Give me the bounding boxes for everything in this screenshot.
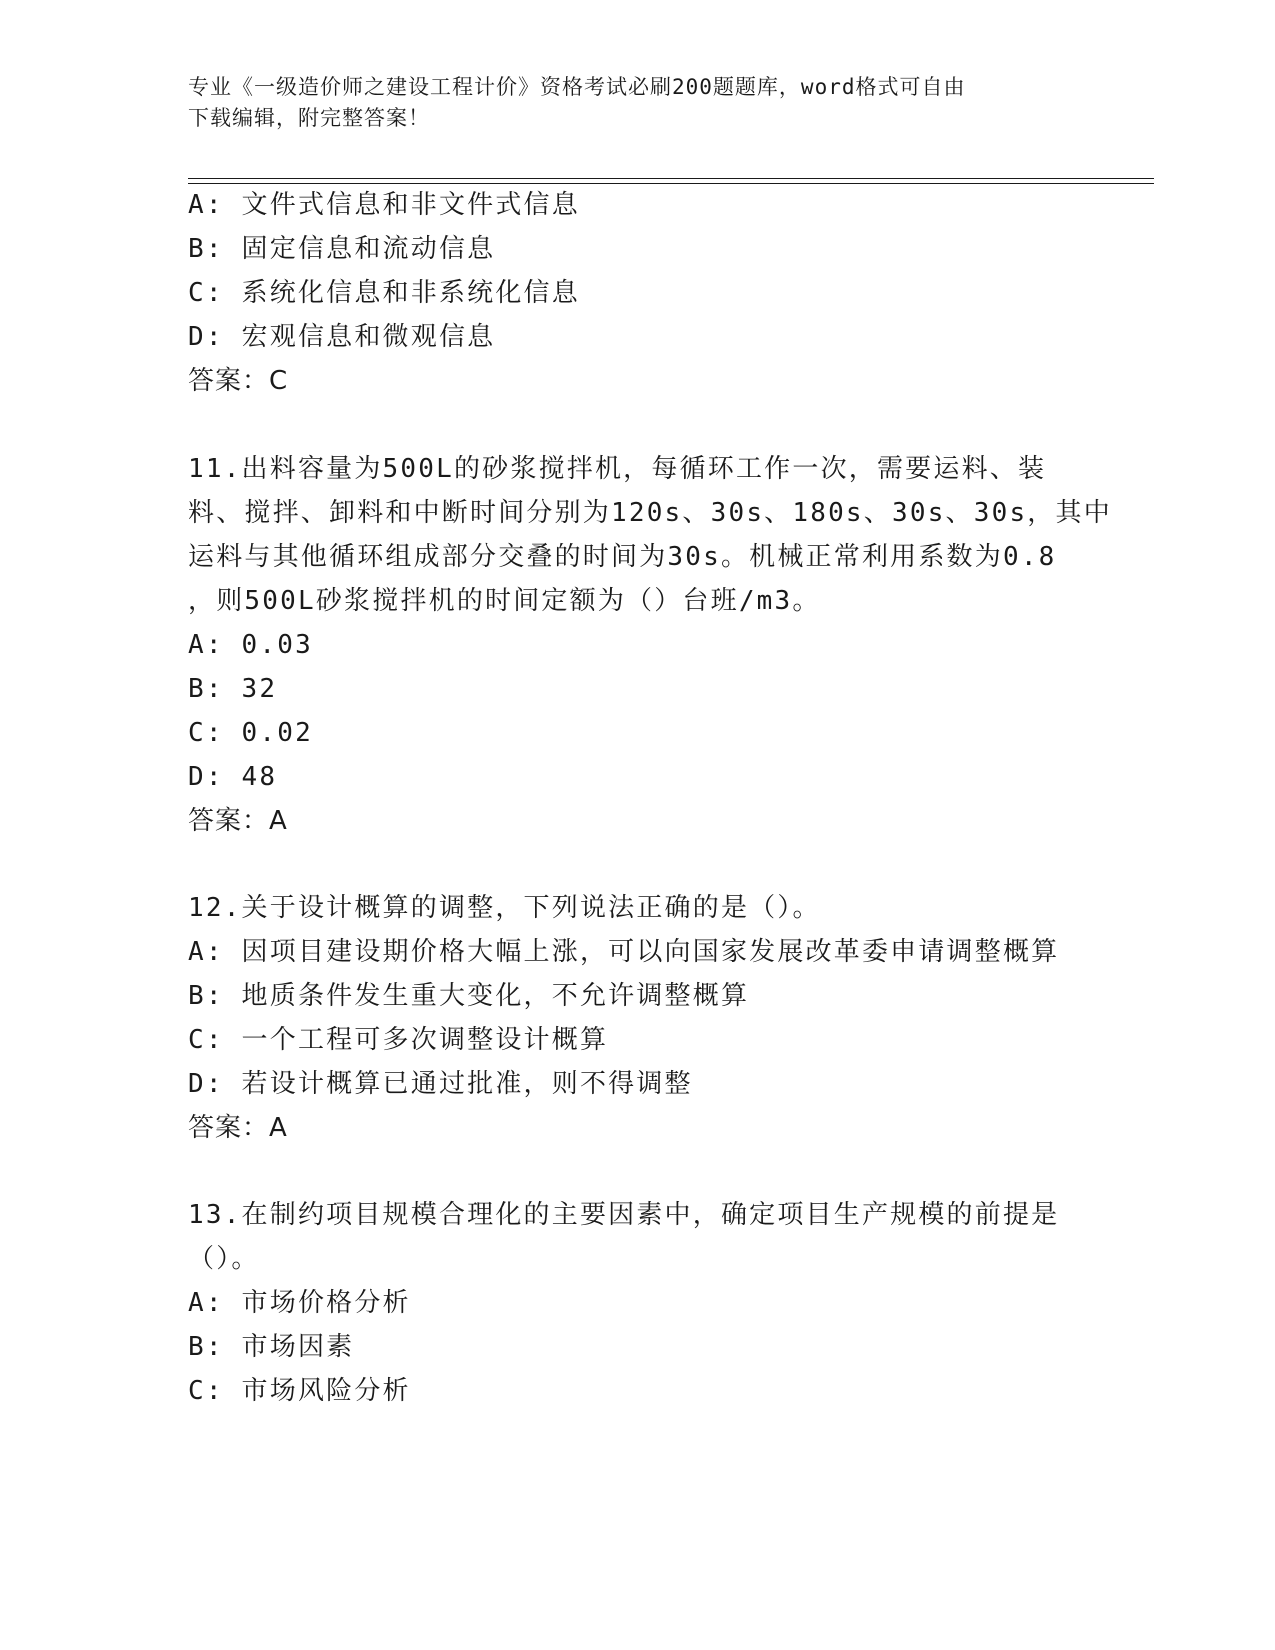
q13-stem-line-2: （）。 [188,1244,260,1274]
header-line-1: 专业《一级造价师之建设工程计价》资格考试必刷200题题库，word格式可自由 [188,75,966,99]
document-header [188,72,1068,134]
q11-option-d: D: 48 [188,762,278,792]
q13-option-b: B: 市场因素 [188,1332,355,1362]
q12-answer: 答案：A [188,1113,288,1143]
q12-option-c: C: 一个工程可多次调整设计概算 [188,1025,609,1055]
q10-answer: 答案：C [188,366,289,396]
q11-option-b: B: 32 [188,674,278,704]
q11-stem-line-1: 11.出料容量为500L的砂浆搅拌机，每循环工作一次，需要运料、装 [188,454,1047,484]
q10-option-a: A: 文件式信息和非文件式信息 [188,190,580,220]
q12-option-b: B: 地质条件发生重大变化，不允许调整概算 [188,981,750,1011]
q12-option-a: A: 因项目建设期价格大幅上涨，可以向国家发展改革委申请调整概算 [188,937,1060,967]
q12-option-d: D: 若设计概算已通过批准，则不得调整 [188,1069,693,1099]
header-divider-top [188,178,1154,179]
q11-stem-line-2: 料、搅拌、卸料和中断时间分别为120s、30s、180s、30s、30s，其中 [188,498,1112,528]
q11-option-c: C: 0.02 [188,718,313,748]
q13-option-a: A: 市场价格分析 [188,1288,411,1318]
q10-option-b: B: 固定信息和流动信息 [188,234,496,264]
header-line-2: 下载编辑，附完整答案！ [188,106,430,130]
q13-option-c: C: 市场风险分析 [188,1376,411,1406]
q11-stem-line-4: ，则500L砂浆搅拌机的时间定额为（）台班/m3。 [188,586,821,616]
q10-option-d: D: 宏观信息和微观信息 [188,322,496,352]
q11-stem-line-3: 运料与其他循环组成部分交叠的时间为30s。机械正常利用系数为0.8 [188,542,1057,572]
q12-stem-line-1: 12.关于设计概算的调整，下列说法正确的是（）。 [188,893,821,923]
q11-answer: 答案：A [188,806,288,836]
q13-stem-line-1: 13.在制约项目规模合理化的主要因素中，确定项目生产规模的前提是 [188,1200,1060,1230]
q11-option-a: A: 0.03 [188,630,313,660]
header-divider-bottom [188,183,1154,184]
q10-option-c: C: 系统化信息和非系统化信息 [188,278,580,308]
